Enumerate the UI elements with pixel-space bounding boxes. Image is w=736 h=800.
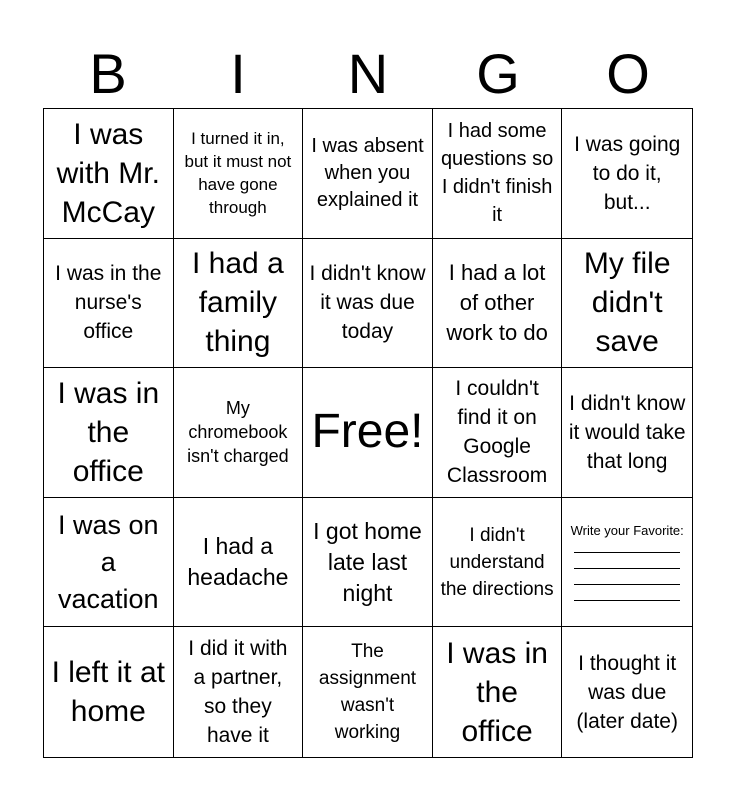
header-letter-n: N: [347, 42, 389, 105]
cell-text: I was with Mr. McCay: [56, 117, 160, 229]
cell-text: I did it with a partner, so they have it: [188, 637, 288, 748]
bingo-cell-i2[interactable]: [174, 239, 304, 369]
bingo-cell-b5[interactable]: [44, 627, 174, 757]
bingo-cell-o3[interactable]: [562, 368, 692, 498]
cell-text: Write your Favorite:: [570, 523, 684, 539]
cell-text: I was absent when you explained it: [311, 134, 424, 211]
bingo-cell-b3[interactable]: [44, 368, 174, 498]
cell-text: I couldn't find it on Google Classroom: [446, 377, 548, 488]
bingo-cell-o5[interactable]: [562, 627, 692, 757]
bingo-cell-o1[interactable]: [562, 109, 692, 239]
cell-text: My chromebook isn't charged: [187, 398, 289, 467]
header-letter-b: B: [89, 42, 127, 105]
bingo-cell-g3[interactable]: [433, 368, 563, 498]
bingo-cell-write-favorite[interactable]: [562, 498, 692, 628]
cell-text: I didn't understand the directions: [440, 524, 554, 600]
write-in-line: [574, 568, 680, 569]
bingo-cell-i4[interactable]: [174, 498, 304, 628]
bingo-grid: [43, 108, 693, 758]
bingo-cell-g2[interactable]: [433, 239, 563, 369]
cell-text: I left it at home: [51, 656, 165, 729]
cell-text: I had a family thing: [192, 247, 284, 359]
cell-text: My file didn't save: [583, 247, 671, 359]
write-in-line: [574, 584, 680, 585]
bingo-cell-b2[interactable]: [44, 239, 174, 369]
bingo-cell-free[interactable]: [303, 368, 433, 498]
bingo-cell-n5[interactable]: [303, 627, 433, 757]
bingo-cell-b1[interactable]: [44, 109, 174, 239]
cell-text: The assignment wasn't working: [318, 641, 417, 744]
bingo-cell-i1[interactable]: [174, 109, 304, 239]
header-letter-g: G: [476, 42, 520, 105]
cell-text: I thought it was due (later date): [576, 651, 678, 733]
header-letter-i: I: [230, 42, 246, 105]
write-in-line: [574, 552, 680, 553]
bingo-cell-n1[interactable]: [303, 109, 433, 239]
bingo-cell-g1[interactable]: [433, 109, 563, 239]
bingo-cell-i5[interactable]: [174, 627, 304, 757]
bingo-cell-g5[interactable]: [433, 627, 563, 757]
cell-text: I was on a vacation: [58, 509, 159, 614]
cell-text: I got home late last night: [313, 517, 422, 606]
cell-text: I didn't know it would take that long: [568, 391, 686, 473]
cell-text: I had a lot of other work to do: [446, 259, 548, 345]
bingo-cell-o2[interactable]: [562, 239, 692, 369]
bingo-cell-n4[interactable]: [303, 498, 433, 628]
cell-text: I didn't know it was due today: [309, 262, 426, 344]
bingo-cell-n2[interactable]: [303, 239, 433, 369]
cell-text: I had a headache: [187, 533, 289, 591]
bingo-cell-g4[interactable]: [433, 498, 563, 628]
cell-text: I was in the office: [57, 376, 160, 488]
bingo-cell-b4[interactable]: [44, 498, 174, 628]
cell-text: I was in the nurse's office: [55, 262, 162, 344]
write-in-line: [574, 600, 680, 601]
cell-text: I was going to do it, but...: [574, 132, 681, 214]
cell-text: Free!: [311, 405, 424, 459]
header-letter-o: O: [606, 42, 650, 105]
cell-text: I was in the office: [446, 636, 548, 748]
bingo-cell-i3[interactable]: [174, 368, 304, 498]
cell-text: I had some questions so I didn't finish it: [440, 120, 554, 227]
bingo-header: [43, 40, 693, 108]
cell-text: I turned it in, but it must not have gone through: [184, 129, 292, 218]
